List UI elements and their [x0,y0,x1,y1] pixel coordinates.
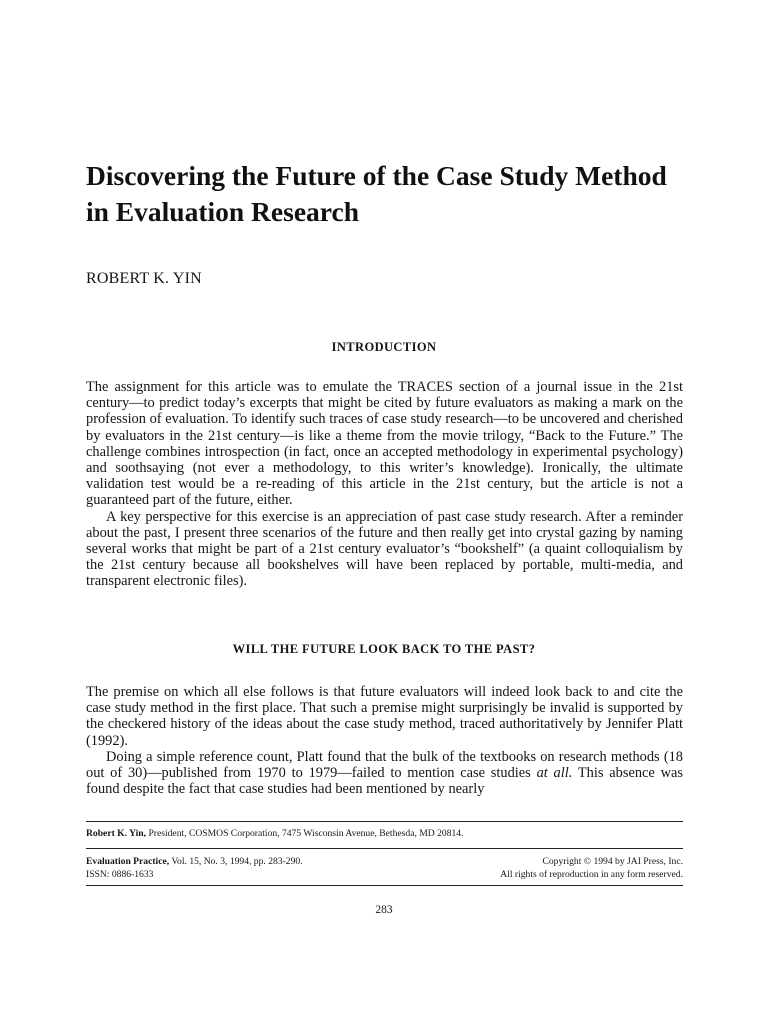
body-paragraph: A key perspective for this exercise is an appreciation of past case study research. After a reminder about the past, I present three scenarios of the future and then really get into crystal gazing by naming several works that might be part of a 21st century evaluator’s “bookshelf” (a quaint colloquialism by the 21st century because all bookshelves will have been replaced by portable, multi-media, and transparent electronic files). [86,508,683,590]
section-heading-past: WILL THE FUTURE LOOK BACK TO THE PAST? [232,642,536,656]
author-affiliation-note [86,822,683,848]
footnote-affiliation: President, COSMOS Corporation, 7475 Wisconsin Avenue, Bethesda, MD 20814. [146,828,464,839]
section-heading-introduction: INTRODUCTION [331,340,437,354]
footer-divider [86,885,683,886]
journal-citation [86,855,303,868]
footnote-author-name: Robert K. Yin, [86,828,147,839]
issn: ISSN: 0886-1633 [86,869,154,880]
rights-notice: All rights of reproduction in any form reserved. [500,869,683,880]
emphasized-text: at all. [536,765,573,782]
publication-info [86,849,683,885]
body-paragraph: The assignment for this article was to emulate the TRACES section of a journal issue in the 21st century—to predict today’s excerpts that might be cited by future evaluators as making a mark on the profession of evaluation. To identify such traces of case study research—to be uncovered and cherished by evaluators in the 21st century—is like a theme from the movie trilogy, “Back to the Future.” The challenge combines introspection (in fact, once an accepted methodology in experimental psychology) and soothsaying (not ever a methodology, to this writer’s knowledge). Ironically, the ultimate validation test would be a re-reading of this article in the 21st century, but the article is not a guaranteed part of the future, either. [86,379,683,509]
body-paragraph [86,749,683,798]
article-title: Discovering the Future of the Case Study Method in Evaluation Research [86,160,667,227]
first-page-footer [86,821,683,886]
publication-row [86,855,683,868]
past-section-body [86,684,683,797]
page-number: 283 [375,904,393,916]
body-paragraph: The premise on which all else follows is that future evaluators will indeed look back to and cite the case study method in the first place. That such a premise might surprisingly be invalid is supported by the checkered history of the ideas about the case study method, traced authoritatively by Jennifer Platt (1992). [86,684,683,749]
journal-name: Evaluation Practice, [86,856,170,867]
citation-details: Vol. 15, No. 3, 1994, pp. 283-290. [169,856,303,867]
copyright-notice: Copyright © 1994 by JAI Press, Inc. [542,856,683,867]
introduction-body [86,379,683,590]
body-text: Doing a simple reference count, Platt found that the bulk of the textbooks on research methods (18 out of 30)—published from 1970 to 1979—failed to mention case studies [86,748,683,782]
body-text: This absence was found despite the fact that case studies had been mentioned by nearly [86,765,683,798]
author-name: ROBERT K. YIN [86,270,202,287]
publication-row [86,868,683,881]
